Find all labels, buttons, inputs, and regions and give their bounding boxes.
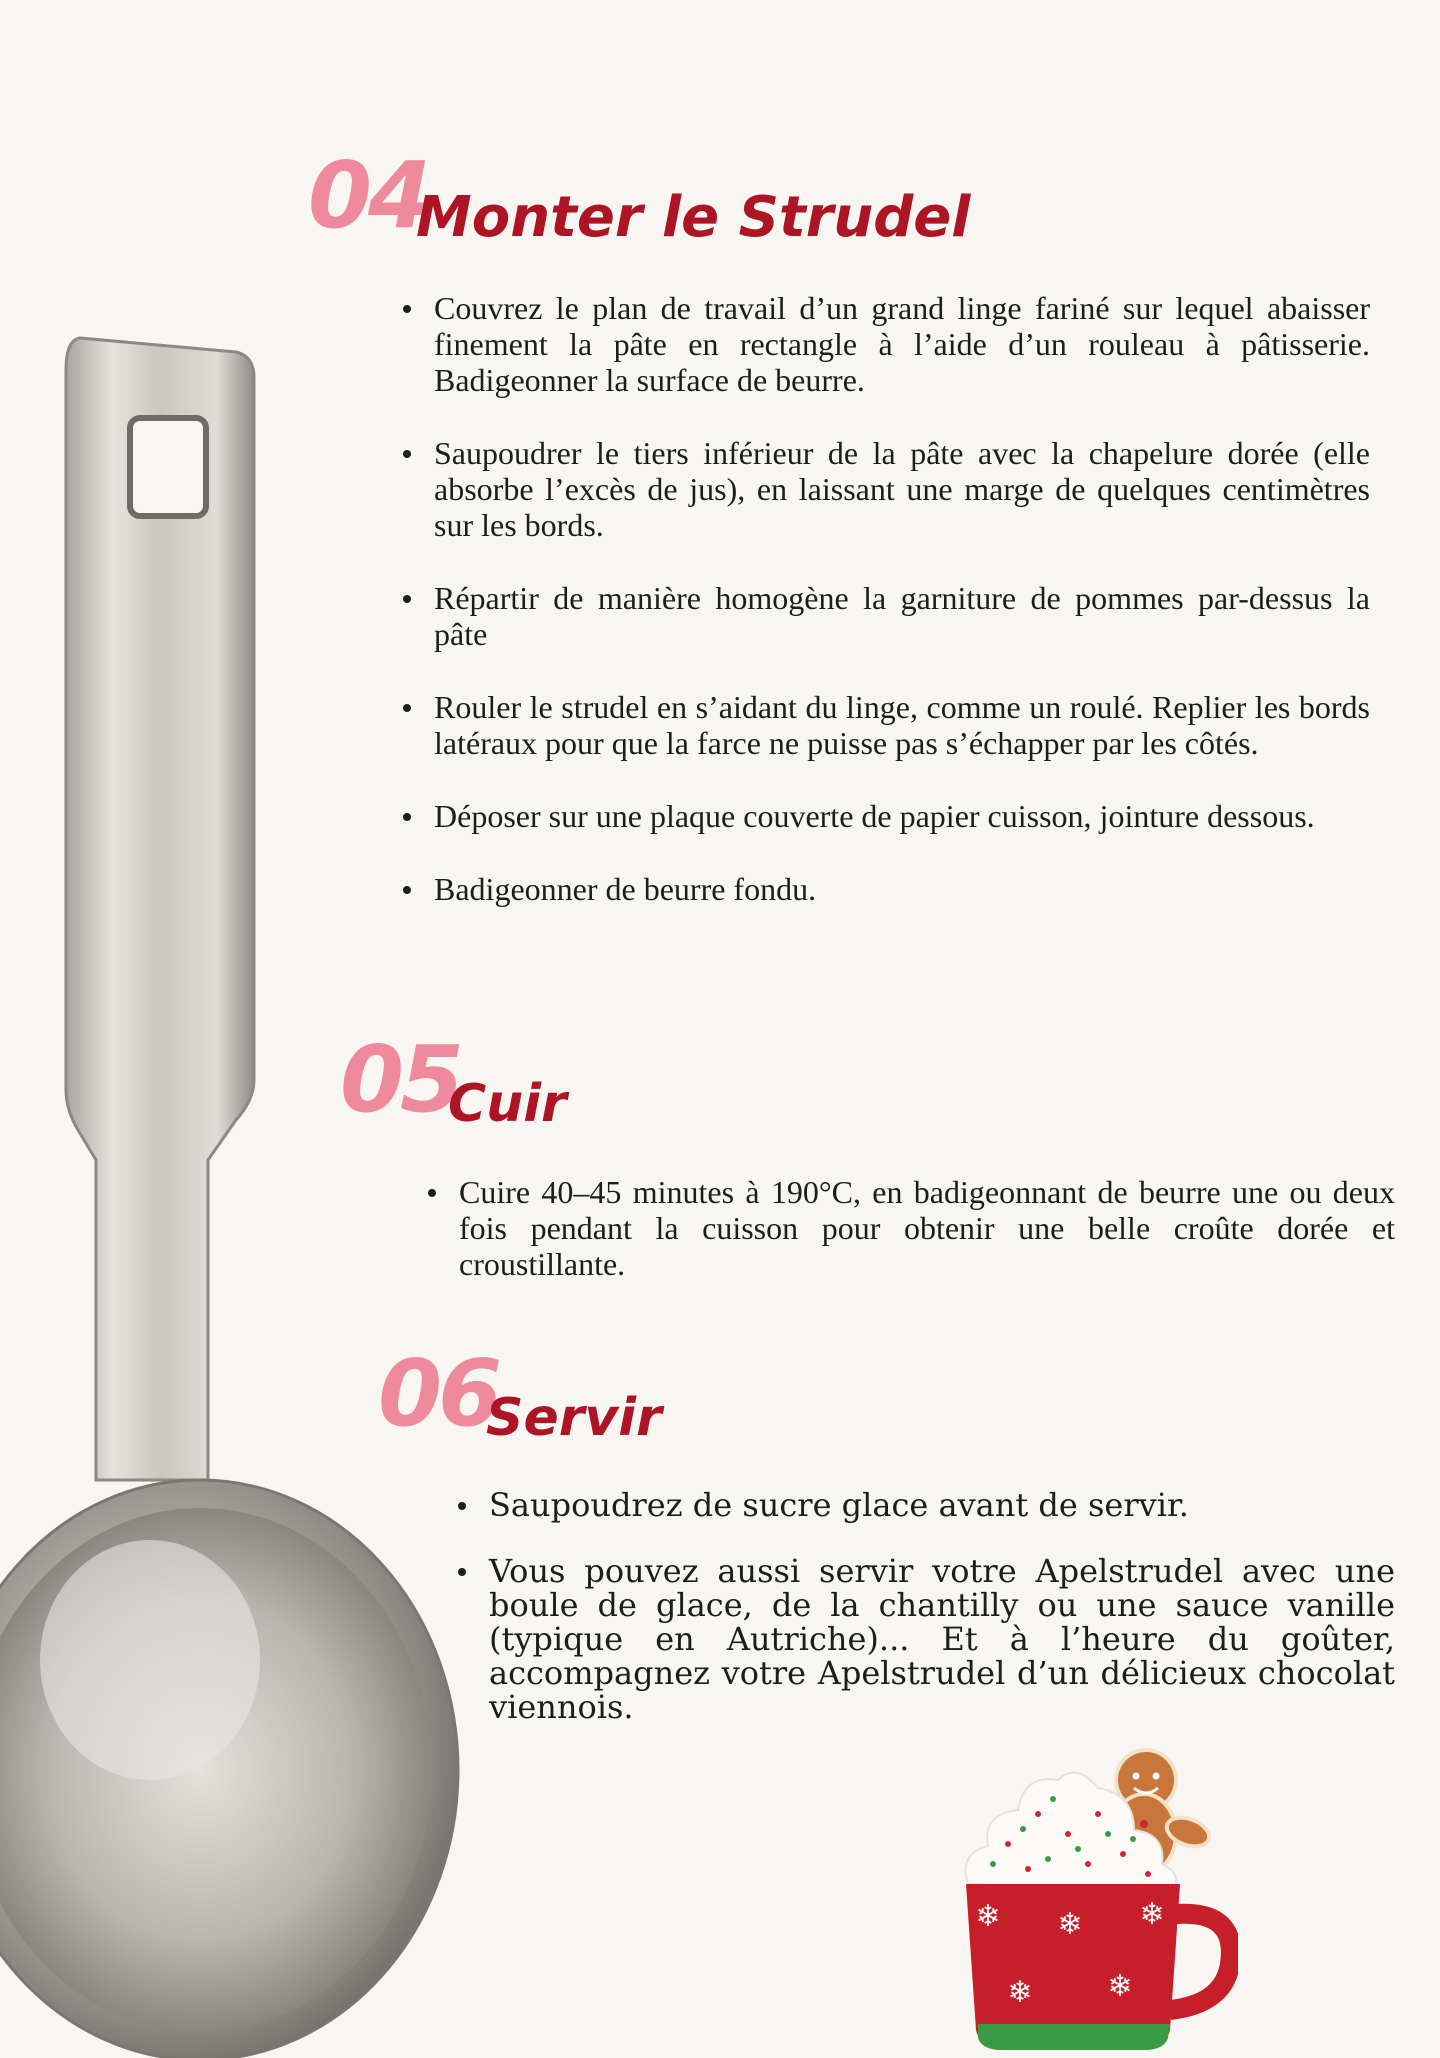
svg-text:❄: ❄ xyxy=(1007,1975,1033,2010)
section-05-heading xyxy=(340,1026,567,1134)
svg-text:❄: ❄ xyxy=(1057,1907,1083,1942)
step-number: 04 xyxy=(308,142,429,249)
list-item: Couvrez le plan de travail d’un grand linge fariné sur lequel abaisser finement la pâte en rectangle à l’aide d’un rouleau à pâtisserie. Badigeonner la surface de beurre. xyxy=(434,290,1370,398)
section-06-heading xyxy=(378,1340,662,1448)
list-item: Cuire 40–45 minutes à 190°C, en badigeonnant de beurre une ou deux fois pendant la cuisson pour obtenir une belle croûte dorée et croustillante. xyxy=(459,1174,1395,1282)
hot-chocolate-mug-illustration xyxy=(948,1734,1238,2054)
list-item: Répartir de manière homogène la garniture de pommes par-dessus la pâte xyxy=(434,580,1370,652)
step-number: 06 xyxy=(378,1340,499,1447)
step-title: Cuir xyxy=(448,1074,567,1134)
list-item: Saupoudrez de sucre glace avant de servir. xyxy=(489,1488,1395,1522)
step-title: Monter le Strudel xyxy=(416,185,971,250)
svg-text:❄: ❄ xyxy=(1139,1897,1165,1932)
list-item: Badigeonner de beurre fondu. xyxy=(434,871,1370,907)
list-item: Saupoudrer le tiers inférieur de la pâte avec la chapelure dorée (elle absorbe l’excès de jus), en laissant une marge de quelques centimètres sur les bords. xyxy=(434,435,1370,543)
svg-text:❄: ❄ xyxy=(975,1899,1001,1934)
section-04-heading xyxy=(308,142,971,250)
list-item: Rouler le strudel en s’aidant du linge, comme un roulé. Replier les bords latéraux pour que la farce ne puisse pas s’échapper par les côtés. xyxy=(434,689,1370,761)
section-06-list xyxy=(489,1488,1395,1756)
step-number: 05 xyxy=(340,1026,461,1133)
section-05-list xyxy=(459,1174,1395,1282)
list-item: Déposer sur une plaque couverte de papier cuisson, jointure dessous. xyxy=(434,798,1370,834)
step-title: Servir xyxy=(486,1388,662,1448)
section-04-list xyxy=(434,290,1370,944)
ladle-illustration xyxy=(0,330,470,2058)
list-item: Vous pouvez aussi servir votre Apelstrudel avec une boule de glace, de la chantilly ou une sauce vanille (typique en Autriche)... Et à l’heure du goûter, accompagnez votre Apelstrudel d’un délicieux chocolat viennois. xyxy=(489,1552,1395,1726)
svg-text:❄: ❄ xyxy=(1107,1969,1133,2004)
